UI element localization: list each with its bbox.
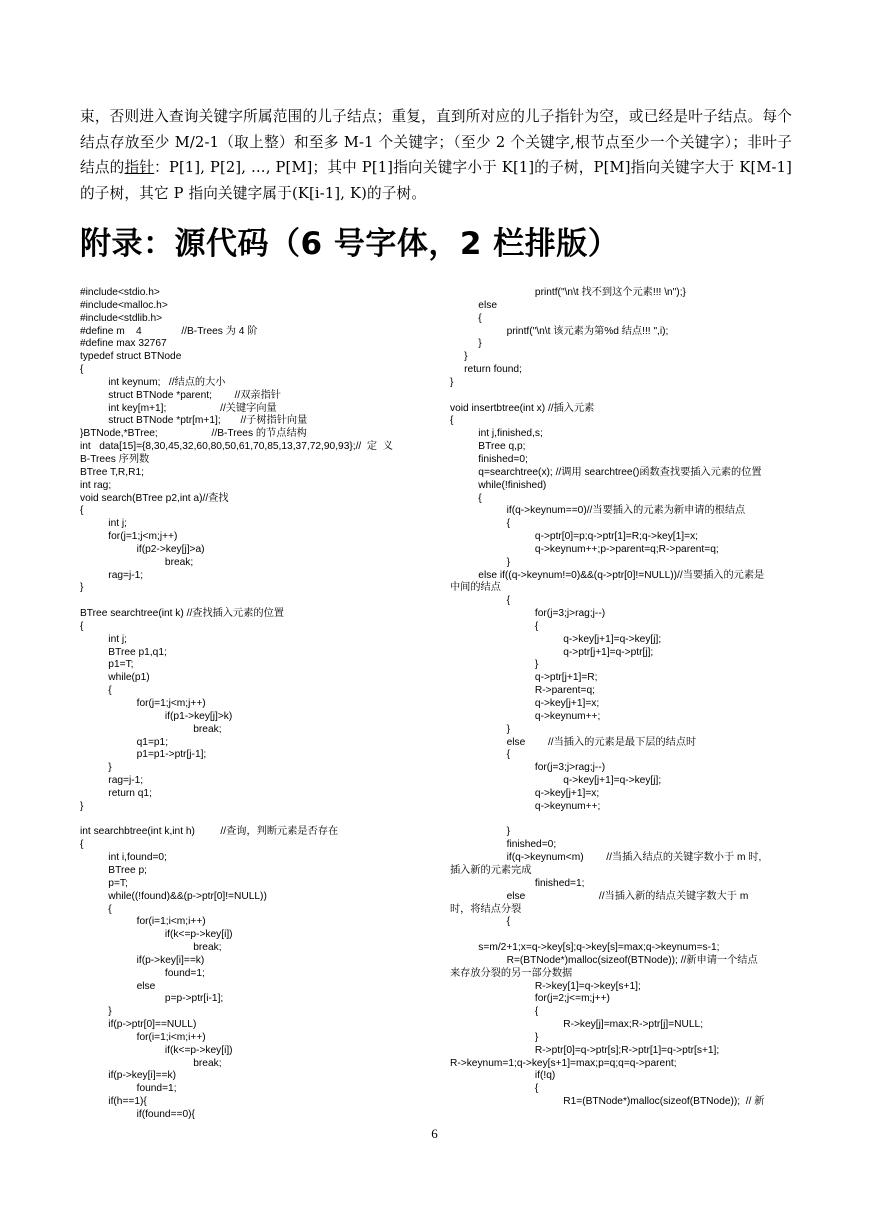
code-line: R->parent=q; bbox=[450, 685, 595, 697]
code-line: for(j=2;j<=m;j++) bbox=[450, 993, 610, 1005]
code-line: if(p->ptr[0]==NULL) bbox=[80, 1019, 197, 1031]
code-line: { bbox=[450, 492, 482, 504]
code-line: R->key[1]=q->key[s+1]; bbox=[450, 980, 641, 992]
code-line: } bbox=[450, 338, 482, 350]
code-line: q->keynum++;p->parent=q;R->parent=q; bbox=[450, 543, 719, 555]
code-line: if(q->keynum==0)//当要插入的元素为新申请的根结点 bbox=[450, 505, 746, 517]
code-line: { bbox=[80, 364, 84, 376]
code-line: q->keynum++; bbox=[450, 800, 601, 812]
code-line: while((!found)&&(p->ptr[0]!=NULL)) bbox=[80, 890, 267, 902]
code-line: #include<stdlib.h> bbox=[80, 312, 163, 324]
code-line: R->keynum=1;q->key[s+1]=max;p=q;q=q->parent; bbox=[450, 1057, 677, 1069]
code-line: for(j=3;j>rag;j--) bbox=[450, 762, 606, 774]
code-line: { bbox=[450, 595, 511, 607]
code-line: 插入新的元素完成 bbox=[450, 864, 532, 876]
code-line: q->ptr[0]=p;q->ptr[1]=R;q->key[1]=x; bbox=[450, 531, 699, 543]
code-line: BTree T,R,R1; bbox=[80, 466, 144, 478]
code-line: } bbox=[450, 351, 468, 363]
code-line: R=(BTNode*)malloc(sizeof(BTNode)); //新申请一个结点 bbox=[450, 954, 758, 966]
code-line: { bbox=[80, 903, 112, 915]
code-line bbox=[450, 390, 795, 403]
code-line: if(!q) bbox=[450, 1070, 556, 1082]
code-line: 来存放分裂的另一部分数据 bbox=[450, 967, 573, 979]
code-line: q->ptr[j+1]=q->ptr[j]; bbox=[450, 646, 654, 658]
code-line: }BTNode,*BTree; //B-Trees 的节点结构 bbox=[80, 428, 307, 440]
code-line: { bbox=[450, 415, 454, 427]
code-line: int key[m+1]; //关键字向量 bbox=[80, 402, 277, 414]
code-line: } bbox=[80, 800, 84, 812]
code-line: finished=1; bbox=[450, 877, 585, 889]
code-line: printf("\n\t 该元素为第%d 结点!!! ",i); bbox=[450, 325, 669, 337]
code-line: for(i=1;i<m;i++) bbox=[80, 1031, 206, 1043]
code-line: } bbox=[80, 582, 84, 594]
code-line: break; bbox=[80, 723, 222, 735]
code-line: { bbox=[80, 685, 112, 697]
code-line: { bbox=[450, 1006, 539, 1018]
paragraph-underlined-term: 指针 bbox=[124, 159, 155, 176]
code-line: break; bbox=[80, 942, 222, 954]
code-line: else //当插入的元素是最下层的结点时 bbox=[450, 736, 697, 748]
code-line: if(p1->key[j]>k) bbox=[80, 710, 233, 722]
code-line: break; bbox=[80, 1057, 222, 1069]
code-line: else bbox=[80, 980, 156, 992]
code-line: rag=j-1; bbox=[80, 775, 144, 787]
code-line: if(found==0){ bbox=[80, 1109, 195, 1120]
code-line: p1=T; bbox=[80, 659, 134, 671]
code-line: int j,finished,s; bbox=[450, 428, 543, 440]
code-column-left bbox=[80, 287, 435, 1122]
code-line: } bbox=[450, 556, 511, 568]
code-line: int data[15]={8,30,45,32,60,80,50,61,70,85,13,37,72,90,93};// 定 义 bbox=[80, 441, 393, 453]
code-line: return q1; bbox=[80, 787, 152, 799]
code-line: finished=0; bbox=[450, 453, 528, 465]
code-line: if(q->keynum<m) //当插入结点的关键字数小于 m 时, bbox=[450, 852, 762, 864]
code-line: R->key[j]=max;R->ptr[j]=NULL; bbox=[450, 1019, 704, 1031]
code-line: } bbox=[80, 1006, 112, 1018]
code-line: while(p1) bbox=[80, 672, 150, 684]
code-line: printf("\n\t 找不到这个元素!!! \n");} bbox=[450, 287, 686, 298]
code-line: BTree searchtree(int k) //查找插入元素的位置 bbox=[80, 608, 284, 620]
code-line: void search(BTree p2,int a)//查找 bbox=[80, 492, 229, 504]
code-line: finished=0; bbox=[450, 839, 557, 851]
code-line bbox=[450, 814, 795, 827]
code-line: p=T; bbox=[80, 877, 128, 889]
code-line: q1=p1; bbox=[80, 736, 169, 748]
code-line: } bbox=[450, 826, 511, 838]
code-line: typedef struct BTNode bbox=[80, 351, 182, 363]
code-line: found=1; bbox=[80, 1083, 177, 1095]
code-line bbox=[80, 814, 435, 827]
code-line: int j; bbox=[80, 633, 127, 645]
paragraph-text-1: 束，否则进入查询关键字所属范围的儿子结点；重复，直到所对应的儿子指针为空，或已经是叶子结点。每个结点存放至少 M/2-1（取上整）和至多 M-1 个关键字；（至少 2 个关键字,根节点至少一个关键字）；非叶子结点的 bbox=[80, 108, 792, 176]
page-number: 6 bbox=[431, 1126, 438, 1141]
code-line: q->key[j+1]=x; bbox=[450, 787, 600, 799]
code-line: { bbox=[450, 620, 539, 632]
code-line: { bbox=[80, 839, 84, 851]
body-paragraph bbox=[80, 104, 792, 206]
code-line: } bbox=[450, 376, 454, 388]
code-line: q->keynum++; bbox=[450, 710, 601, 722]
code-line: R->ptr[0]=q->ptr[s];R->ptr[1]=q->ptr[s+1]; bbox=[450, 1044, 720, 1056]
code-column-right bbox=[450, 287, 795, 1109]
code-line: 中间的结点 bbox=[450, 582, 501, 594]
code-line: rag=j-1; bbox=[80, 569, 144, 581]
code-line: BTree p1,q1; bbox=[80, 646, 167, 658]
code-line: for(j=1;j<m;j++) bbox=[80, 698, 206, 709]
code-line: if(k<=p->key[i]) bbox=[80, 929, 233, 941]
code-line: #define m 4 //B-Trees 为 4 阶 bbox=[80, 325, 258, 337]
code-line: q->key[j+1]=q->key[j]; bbox=[450, 633, 662, 645]
code-line: struct BTNode *ptr[m+1]; //子树指针向量 bbox=[80, 415, 308, 427]
code-line: for(j=3;j>rag;j--) bbox=[450, 608, 606, 620]
code-line: for(i=1;i<m;i++) bbox=[80, 916, 206, 928]
code-line: { bbox=[80, 620, 84, 632]
appendix-heading: 附录：源代码（6 号字体，2 栏排版） bbox=[80, 226, 620, 262]
code-line: { bbox=[80, 505, 84, 517]
code-line: { bbox=[450, 916, 511, 928]
code-line: if(p->key[i]==k) bbox=[80, 954, 205, 966]
code-line: s=m/2+1;x=q->key[s];q->key[s]=max;q->keynum=s-1; bbox=[450, 942, 720, 954]
code-line: } bbox=[80, 762, 112, 774]
code-line: { bbox=[450, 518, 511, 530]
code-line: q=searchtree(x); //调用 searchtree()函数查找要插入元素的位置 bbox=[450, 466, 762, 478]
code-line: { bbox=[450, 1083, 539, 1095]
code-line: B-Trees 序列数 bbox=[80, 453, 150, 465]
code-line: q->key[j+1]=x; bbox=[450, 698, 600, 709]
code-line: for(j=1;j<m;j++) bbox=[80, 531, 178, 543]
code-line: int i,found=0; bbox=[80, 852, 167, 864]
code-line: q->key[j+1]=q->key[j]; bbox=[450, 775, 662, 787]
code-line: int j; bbox=[80, 518, 127, 530]
code-line: return found; bbox=[450, 364, 522, 376]
code-line: break; bbox=[80, 556, 194, 568]
code-line: BTree p; bbox=[80, 864, 147, 876]
code-line bbox=[450, 929, 795, 942]
paragraph-text-2: ：P[1], P[2], …, P[M]；其中 P[1]指向关键字小于 K[1]的子树，P[M]指向关键字大于 K[M-1]的子树，其它 P 指向关键字属于(K[i-1], K)的子树。 bbox=[80, 159, 792, 202]
code-line: } bbox=[450, 659, 539, 671]
code-line: } bbox=[450, 723, 511, 735]
code-line: int searchbtree(int k,int h) //查询，判断元素是否存在 bbox=[80, 826, 339, 838]
code-line: { bbox=[450, 749, 511, 761]
code-line: BTree q,p; bbox=[450, 441, 526, 453]
code-line: p1=p1->ptr[j-1]; bbox=[80, 749, 207, 761]
code-line: else if((q->keynum!=0)&&(q->ptr[0]!=NULL))//当要插入的元素是 bbox=[450, 569, 765, 581]
code-line bbox=[80, 595, 435, 608]
code-line: { bbox=[450, 312, 482, 324]
code-line: if(p2->key[j]>a) bbox=[80, 543, 205, 555]
code-line: } bbox=[450, 1031, 539, 1043]
code-line: p=p->ptr[i-1]; bbox=[80, 993, 224, 1005]
code-line: if(k<=p->key[i]) bbox=[80, 1044, 233, 1056]
code-line: #include<stdio.h> bbox=[80, 287, 160, 298]
code-line: else bbox=[450, 299, 497, 311]
code-line: 时，将结点分裂 bbox=[450, 903, 522, 915]
code-line: found=1; bbox=[80, 967, 205, 979]
code-line: else //当插入新的结点关键字数大于 m bbox=[450, 890, 749, 902]
code-line: int keynum; //结点的大小 bbox=[80, 376, 226, 388]
code-line: int rag; bbox=[80, 479, 112, 491]
code-line: #define max 32767 bbox=[80, 338, 167, 350]
code-line: if(p->key[i]==k) bbox=[80, 1070, 176, 1082]
code-line: if(h==1){ bbox=[80, 1096, 147, 1108]
code-line: void insertbtree(int x) //插入元素 bbox=[450, 402, 595, 414]
code-line: R1=(BTNode*)malloc(sizeof(BTNode)); // 新 bbox=[450, 1096, 765, 1108]
code-line: while(!finished) bbox=[450, 479, 547, 491]
code-line: #include<malloc.h> bbox=[80, 299, 168, 311]
code-line: q->ptr[j+1]=R; bbox=[450, 672, 598, 684]
code-line: struct BTNode *parent; //双亲指针 bbox=[80, 389, 281, 401]
